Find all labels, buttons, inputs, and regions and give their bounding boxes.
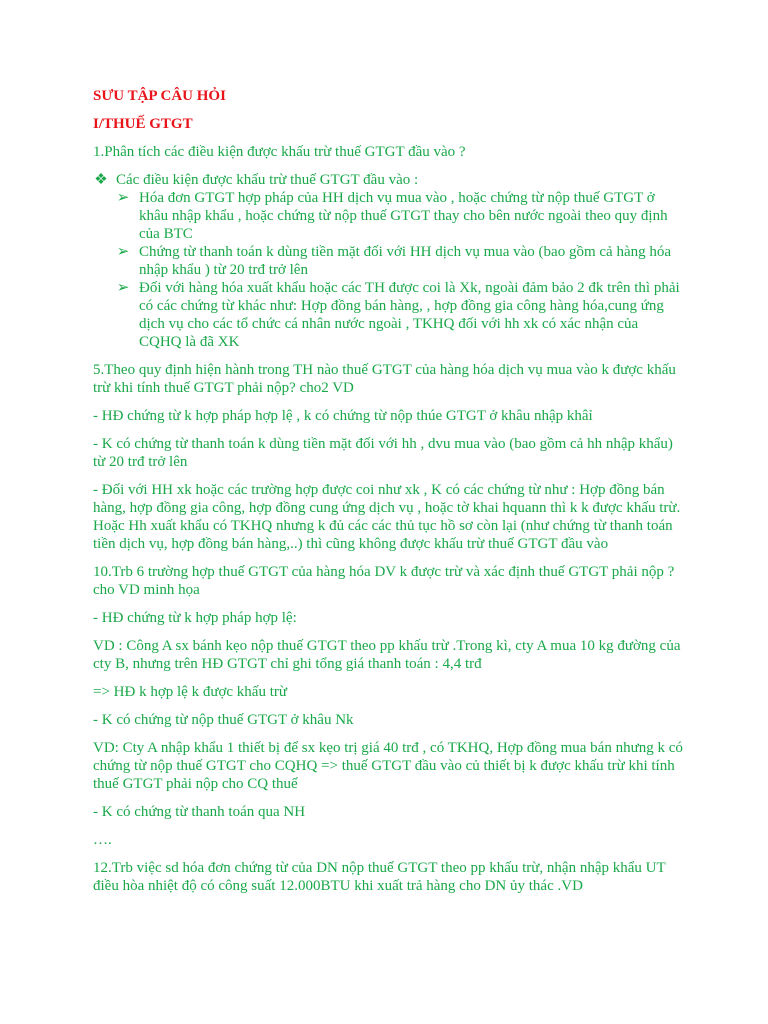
- paragraph: - K có chứng từ thanh toán k dùng tiền mặt đối với hh , dvu mua vào (bao gồm cả hh nhập khẩu) từ 20 trđ trở lên: [93, 436, 673, 470]
- question-10: 10.Trb 6 trường hợp thuế GTGT của hàng hóa DV k được trừ và xác định thuế GTGT phải nộp ? cho VD minh họa: [93, 564, 675, 598]
- arrowhead-bullet-icon: ➢: [116, 244, 130, 260]
- paragraph: - HĐ chứng từ k hợp pháp hợp lệ:: [93, 610, 297, 626]
- question-12: 12.Trb việc sd hóa đơn chứng từ của DN nộp thuế GTGT theo pp khấu trừ, nhận nhập khẩu UT điều hòa nhiệt độ có công suất 12.000BTU khi xuất trả hàng cho DN ủy thác .VD: [93, 860, 666, 894]
- document-content: [93, 87, 683, 895]
- ellipsis-text: ….: [93, 832, 112, 848]
- paragraph: - K có chứng từ nộp thuế GTGT ở khâu Nk: [93, 712, 354, 728]
- list-item: [116, 243, 683, 279]
- diamond-bullet-icon: ❖: [94, 172, 108, 188]
- example-paragraph: VD : Công A sx bánh kẹo nộp thuế GTGT theo pp khấu trừ .Trong kì, cty A mua 10 kg đường của cty B, nhưng trên HĐ GTGT chỉ ghi tổng giá thanh toán : 4,4 trđ: [93, 638, 681, 672]
- paragraph: - HĐ chứng từ k hợp pháp hợp lệ , k có chứng từ nộp thúe GTGT ở khâu nhập khâỉ: [93, 408, 593, 424]
- conditions-list: [93, 171, 683, 351]
- arrowhead-bullet-icon: ➢: [116, 190, 130, 206]
- question-5: 5.Theo quy định hiện hành trong TH nào thuế GTGT của hàng hóa dịch vụ mua vào k được khấu trừ khi tính thuế GTGT phải nộp? cho2 VD: [93, 362, 676, 396]
- sub-item-text: Đối với hàng hóa xuất khẩu hoặc các TH được coi là Xk, ngoài đảm bảo 2 đk trên thì phải có các chứng từ khác như: Hợp đồng bán hàng, , hợp đồng gia công hàng hóa,cung ứng dịch vụ cho các tổ chức cá nhân nước ngoài , TKHQ đối với hh xk có xác nhận của CQHQ là đã XK: [139, 280, 680, 350]
- paragraph: - Đối với HH xk hoặc các trường hợp được coi như xk , K có các chứng từ như : Hợp đồng bán hàng, hợp đồng gia công, hợp đồng cung ứng dịch vụ , hoặc tờ khai hquann thì k k được khấu trừ. Hoặc Hh xuất khẩu có TKHQ nhưng k đủ các các thủ tục hồ sơ còn lại (như chứng từ thanh toán tiền dịch vụ, hợp đồng bán hàng,..) thì cũng không được khấu trừ thuế GTGT đầu vào: [93, 482, 681, 552]
- page-title: SƯU TẬP CÂU HỎI: [93, 88, 226, 104]
- question-1: 1.Phân tích các điều kiện được khấu trừ thuế GTGT đầu vào ?: [93, 144, 466, 160]
- sub-item-text: Hóa đơn GTGT hợp pháp của HH dịch vụ mua vào , hoặc chứng từ nộp thuế GTGT ở khâu nhập khẩu , hoặc chứng từ nộp thuế GTGT thay cho bên nước ngoài theo quy định của BTC: [139, 190, 668, 242]
- paragraph: - K có chứng từ thanh toán qua NH: [93, 804, 306, 820]
- sub-item-text: Chứng từ thanh toán k dùng tiền mặt đối với HH dịch vụ mua vào (bao gồm cả hàng hóa nhập khẩu ) từ 20 trđ trở lên: [139, 244, 672, 278]
- bullet-intro-text: Các điều kiện được khấu trừ thuế GTGT đầu vào :: [116, 172, 419, 188]
- list-item: [116, 279, 683, 351]
- section-heading: I/THUẾ GTGT: [93, 116, 193, 132]
- example-paragraph: VD: Cty A nhập khẩu 1 thiết bị để sx kẹo trị giá 40 trđ , có TKHQ, Hợp đồng mua bán nhưng k có chứng từ nộp thuế GTGT cho CQHQ => thuế GTGT đầu vào củ thiết bị k được khấu trừ khi tính thuế GTGT phải nộp cho CQ thuế: [93, 740, 683, 792]
- paragraph: => HĐ k hợp lệ k được khấu trừ: [93, 684, 288, 700]
- arrowhead-bullet-icon: ➢: [116, 280, 130, 296]
- list-item: [116, 189, 683, 243]
- conditions-sublist: [116, 189, 683, 351]
- list-item: [93, 171, 683, 351]
